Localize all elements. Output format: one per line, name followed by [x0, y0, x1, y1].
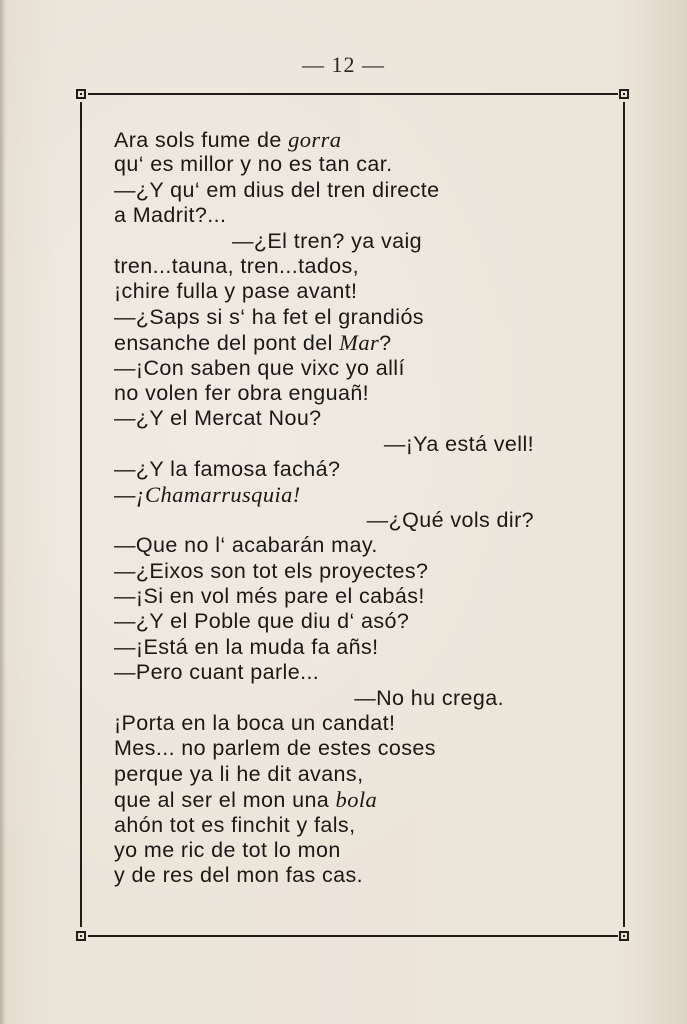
poem-line: que al ser el mon una bola: [114, 787, 378, 813]
poem-line: —Pero cuant parle...: [114, 660, 320, 685]
poem-line: qu‘ es millor y no es tan car.: [114, 152, 393, 177]
poem-line: —¿Qué vols dir?: [366, 507, 534, 532]
poem-line: ¡Porta en la boca un candat!: [114, 710, 396, 735]
poem-line: —¿Y qu‘ em dius del tren directe: [114, 177, 440, 202]
corner-ornament-bottom-left: [76, 931, 86, 941]
corner-ornament-bottom-right: [619, 931, 629, 941]
corner-ornament-top-right: [619, 89, 629, 99]
poem-line: Mes... no parlem de estes coses: [114, 736, 436, 761]
corner-ornament-top-left: [76, 89, 86, 99]
poem-text: [114, 127, 534, 889]
poem-line: —Que no l‘ acabarán may.: [114, 533, 378, 558]
border-left-rule: [80, 102, 82, 927]
poem-line: —¡Con saben que vixc yo allí: [114, 355, 405, 380]
poem-line: —¡Si en vol més pare el cabás!: [114, 584, 425, 609]
poem-line: tren...tauna, tren...tados,: [114, 253, 360, 278]
page-gutter-shadow: [0, 0, 6, 1024]
poem-line: —¿El tren? ya vaig: [232, 228, 423, 253]
border-right-rule: [623, 102, 625, 927]
poem-line: —¿Saps si s‘ ha fet el grandiós: [114, 304, 424, 329]
poem-line: —¡Chamarrusquia!: [114, 482, 301, 508]
poem-line: y de res del mon fas cas.: [114, 863, 363, 888]
poem-line: —¡Ya está vell!: [383, 431, 534, 456]
poem-line: —¿Y la famosa fachá?: [114, 457, 341, 482]
border-top-rule: [88, 93, 618, 95]
poem-line: Ara sols fume de gorra: [114, 127, 342, 152]
poem-line: a Madrit?...: [114, 203, 227, 228]
border-bottom-rule: [88, 935, 618, 937]
poem-line: —¿Y el Poble que diu d‘ asó?: [114, 609, 410, 634]
poem-line: perque ya li he dit avans,: [114, 761, 364, 786]
poem-line: —No hu crega.: [354, 685, 504, 710]
poem-line: ahón tot es finchit y fals,: [114, 812, 356, 837]
page-number: — 12 —: [302, 52, 385, 77]
poem-line: ensanche del pont del Mar?: [114, 330, 392, 356]
poem-line: no volen fer obra enguañ!: [114, 380, 370, 405]
poem-line: yo me ric de tot lo mon: [114, 837, 341, 862]
poem-line: ¡chire fulla y pase avant!: [114, 279, 358, 304]
poem-line: —¿Eixos son tot els proyectes?: [114, 558, 429, 583]
poem-line: —¿Y el Mercat Nou?: [114, 406, 322, 431]
poem-line: —¡Está en la muda fa añs!: [114, 634, 379, 659]
